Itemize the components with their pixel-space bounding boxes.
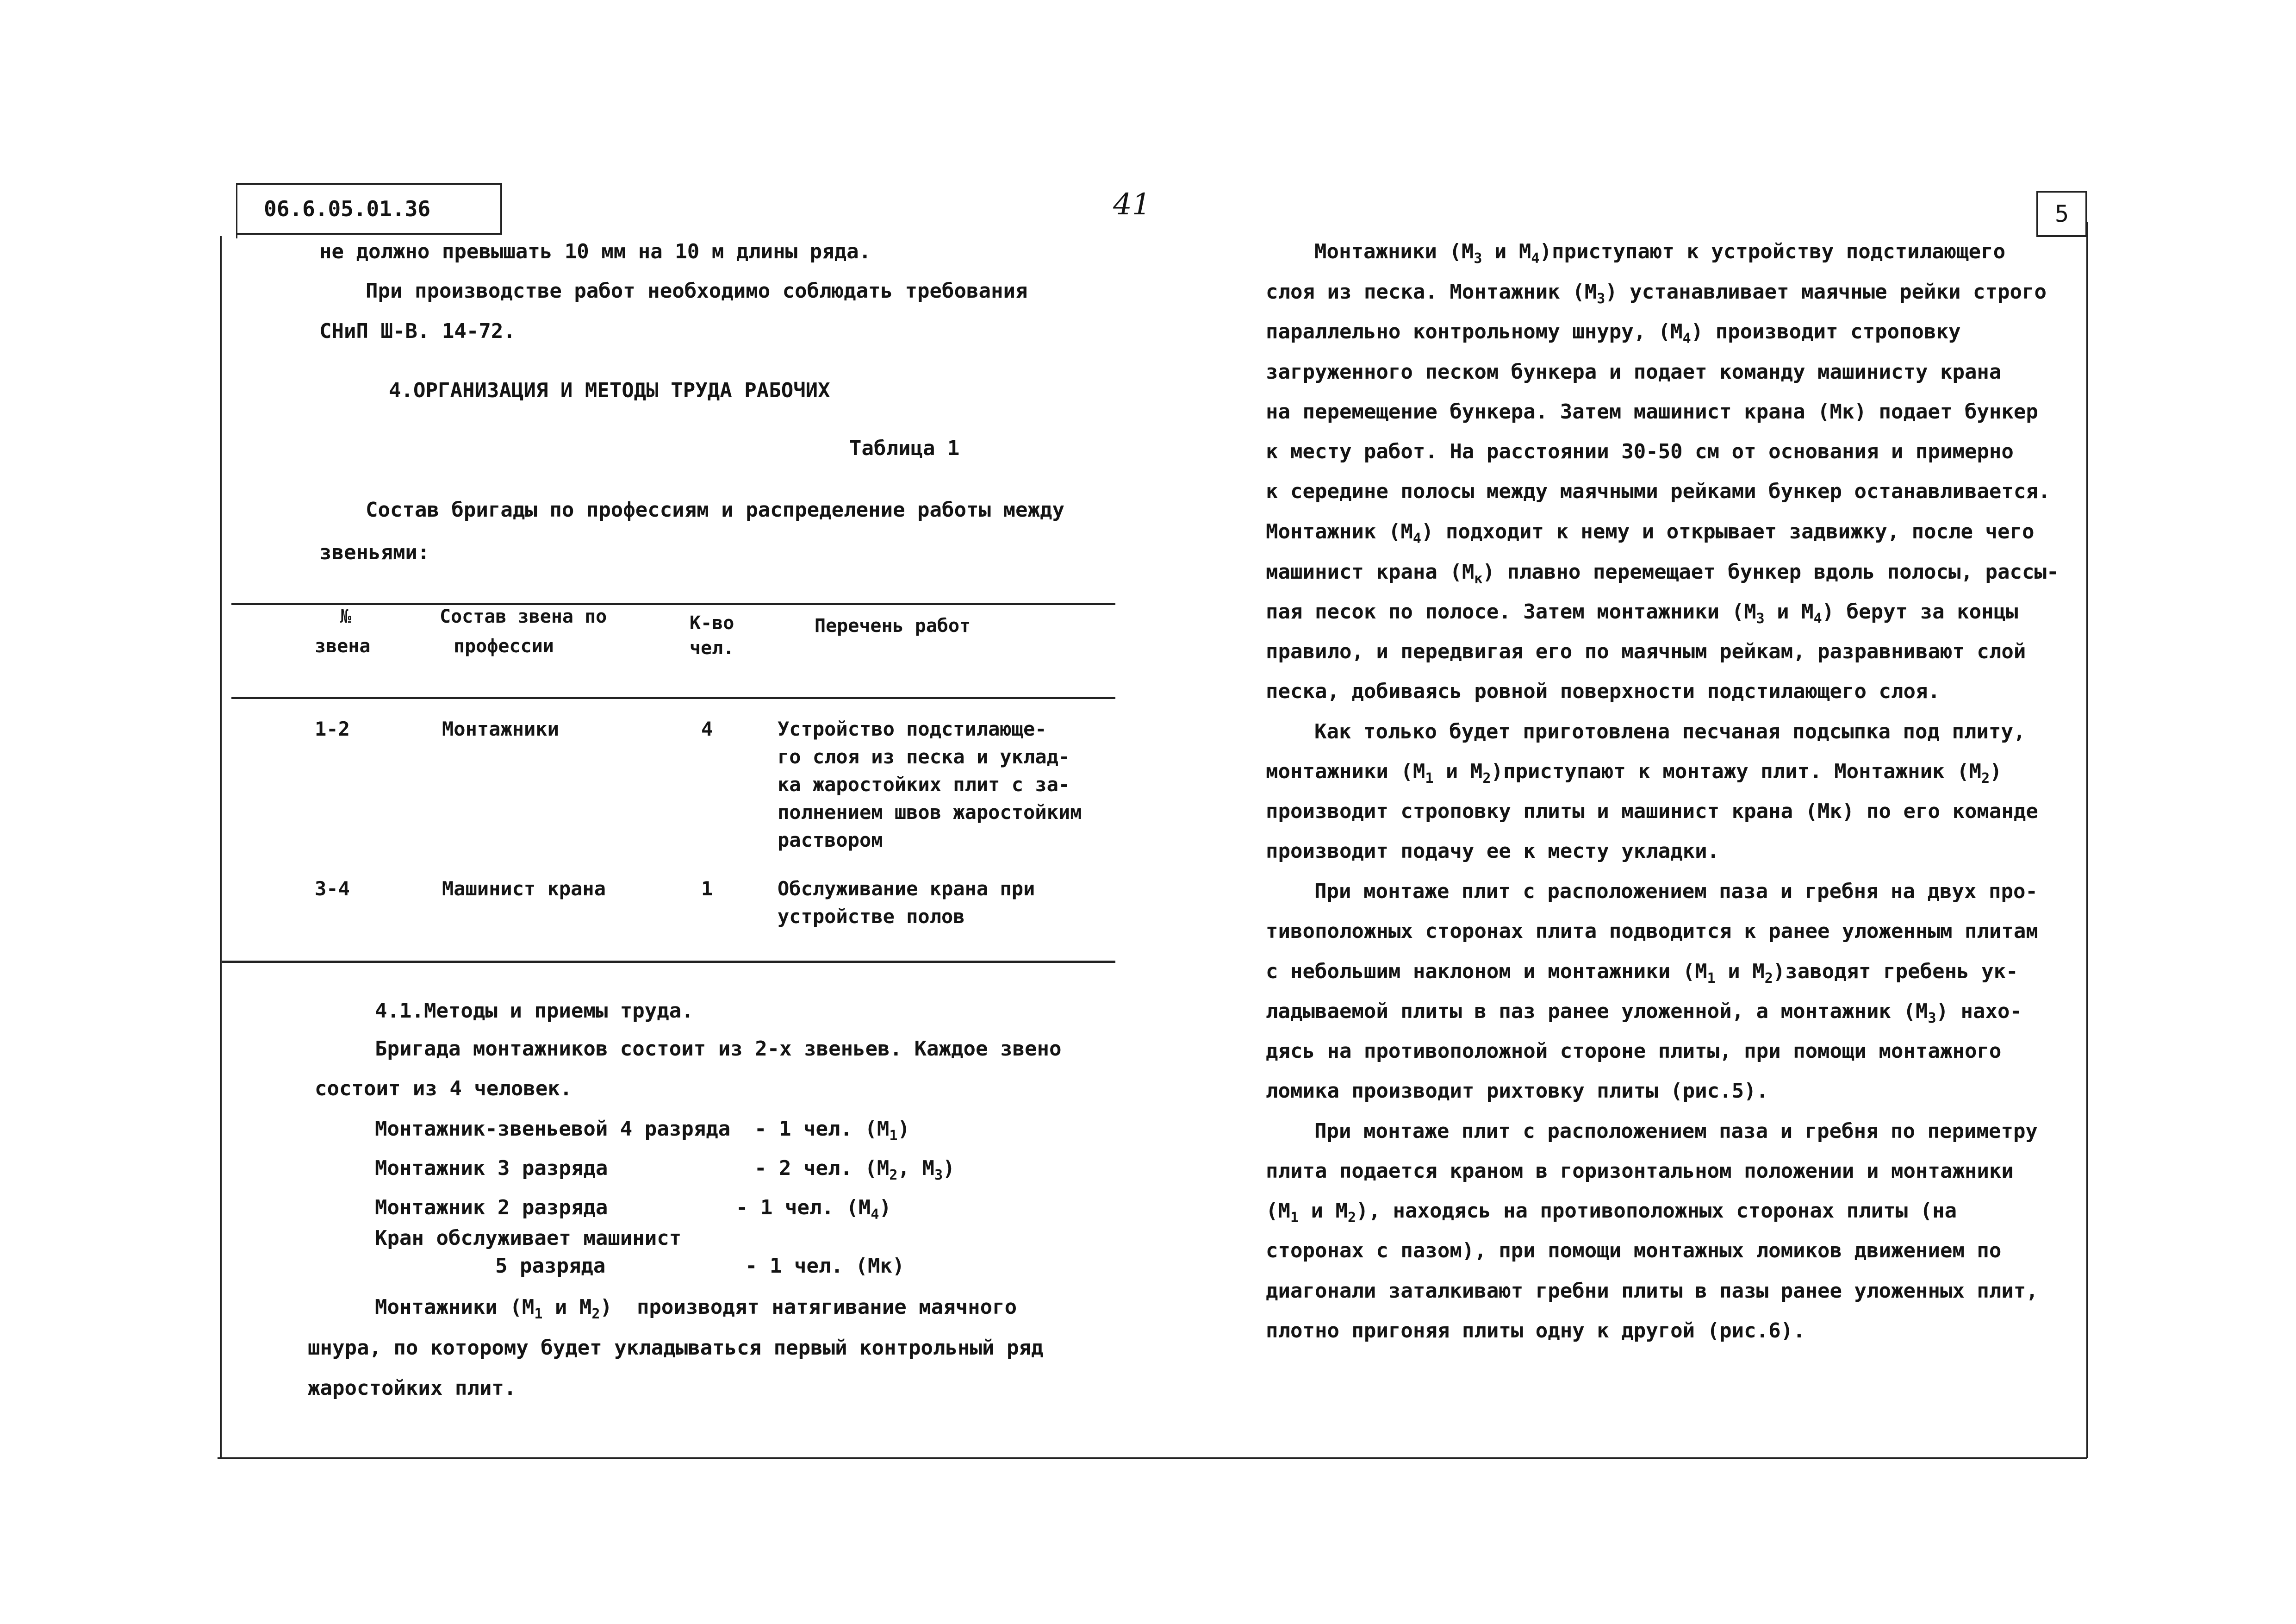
table-cell-work: ка жаростойких плит с за- [778,773,1070,796]
paragraph-line: шнура, по которому будет укладываться первый контрольный ряд [308,1336,1044,1360]
crew-count: - 2 чел. ($М_2$, $М_3$) [754,1156,955,1183]
paragraph-line: ломика производит рихтовку плиты (рис.5). [1266,1079,1769,1103]
handwritten-number: 41 [1113,187,1151,222]
table-header-work: Перечень работ [815,615,971,637]
paragraph-line: ладываемой плиты в паз ранее уложенной, а монтажник $(М_3)$ нахо- [1266,999,2022,1026]
section-heading: 4.ОРГАНИЗАЦИЯ И МЕТОДЫ ТРУДА РАБОЧИХ [389,379,830,402]
table-cell-work: устройстве полов [778,905,965,928]
paragraph-line: ($М_1$ и $М_2$), находясь на противоположных сторонах плиты (на [1266,1199,1957,1226]
paragraph-line: При производстве работ необходимо соблюдать требования [366,279,1028,303]
paragraph-line: Монтажник $(М_4)$ подходит к нему и открывает задвижку, после чего [1266,520,2035,547]
crew-role: Монтажник 3 разряда [375,1156,608,1180]
paragraph-line: песка, добиваясь ровной поверхности подстилающего слоя. [1266,680,1940,703]
paragraph-line: дясь на противоположной стороне плиты, при помощи монтажного [1266,1039,2002,1063]
paragraph-line: производит строповку плиты и машинист крана (Мк) по его команде [1266,800,2038,823]
paragraph-line: сторонах с пазом), при помощи монтажных ломиков движением по [1266,1239,2002,1262]
paragraph-line: не должно превышать 10 мм на 10 м длины ряда. [319,240,871,263]
paragraph-line: параллельно контрольному шнуру, $(М_4)$ производит строповку [1266,320,1961,347]
paragraph-line: машинист крана $(М_к)$ плавно перемещает бункер вдоль полосы, рассы- [1266,560,2059,587]
table-cell-work: полнением швов жаростойким [778,801,1082,824]
table-label: Таблица 1 [849,437,960,460]
crew-count: - 1 чел. (Мк) [745,1254,905,1278]
table-cell-work: раствором [778,829,883,851]
page-frame-right [2086,222,2088,1458]
table-cell-work: Устройство подстилающе- [778,718,1047,740]
page-frame-left [220,236,222,1458]
paragraph-line: плотно пригоняя плиты одну к другой (рис.6). [1266,1319,1805,1343]
paragraph-line: к месту работ. На расстоянии 30-50 см от основания и примерно [1266,440,2014,463]
paragraph-line: плита подается краном в горизонтальном положении и монтажники [1266,1159,2014,1183]
crew-count: - 1 чел. $(М_1)$ [754,1117,910,1144]
paragraph-line: правило, и передвигая его по маячным рейкам, разравнивают слой [1266,640,2026,663]
table-header-composition: профессии [454,636,554,657]
table-header-composition: Состав звена по [440,606,607,627]
table-cell-count: 4 [701,718,713,740]
table-header-count: К-во [690,612,734,634]
table-caption: Состав бригады по профессиям и распределение работы между [366,498,1064,522]
table-cell-no: 3-4 [315,877,350,900]
table-header-count: чел. [690,637,734,659]
table-cell-count: 1 [701,877,713,900]
page-frame-bottom [218,1457,2087,1459]
page-number: 5 [2036,191,2087,237]
paragraph-line: состоит из 4 человек. [315,1077,572,1100]
subsection-heading: 4.1.Методы и приемы труда. [375,999,694,1023]
paragraph-line: загруженного песком бункера и подает команду машинисту крана [1266,360,2002,384]
paragraph-line: тивоположных сторонах плита подводится к ранее уложенным плитам [1266,919,2038,943]
table-cell-composition: Монтажники [442,718,559,740]
paragraph-line: Монтажники ($М_1$ и $М_2$) производят натягивание маячного [375,1295,1017,1322]
table-bottom-rule [222,961,1115,963]
crew-role: Кран обслуживает машинист [375,1226,682,1250]
paragraph-line: Монтажники ($М_3$ и $М_4)приступают$ к устройству подстилающего [1314,240,2006,267]
paragraph-line: Бригада монтажников состоит из 2-х звеньев. Каждое звено [375,1037,1062,1061]
table-header-no: звена [315,636,371,657]
paragraph-line: пая песок по полосе. Затем монтажники ($М_3$ и $М_4$) берут за концы [1266,600,2018,627]
paragraph-line: При монтаже плит с расположением паза и гребня по периметру [1314,1119,2038,1143]
paragraph-line: слоя из песка. Монтажник $(М_3)$ устанавливает маячные рейки строго [1266,280,2047,307]
crew-count: - 1 чел. $(М_4)$ [736,1196,891,1223]
table-cell-composition: Машинист крана [442,877,606,900]
table-caption: звеньями: [319,541,430,564]
paragraph-line: При монтаже плит с расположением паза и гребня на двух про- [1314,880,2038,903]
paragraph-line: жаростойких плит. [308,1376,516,1400]
table-top-rule [231,603,1115,605]
paragraph-line: производит подачу ее к месту укладки. [1266,839,1720,863]
paragraph-line: монтажники ($М_1$ и $М_2)приступают$ к монтажу плит. Монтажник $(М_2)$ [1266,760,2002,787]
crew-role: 5 разряда [495,1254,606,1278]
paragraph-line: Как только будет приготовлена песчаная подсыпка под плиту, [1314,720,2026,743]
table-header-rule [231,697,1115,699]
table-cell-no: 1-2 [315,718,350,740]
paragraph-line: к середине полосы между маячными рейками бункер останавливается. [1266,480,2051,503]
paragraph-line: с небольшим наклоном и монтажники ($М_1$ и $М_2)заводят$ гребень ук- [1266,960,2018,987]
paragraph-line: диагонали заталкивают гребни плиты в пазы ранее уложенных плит, [1266,1279,2038,1303]
document-code: 06.6.05.01.36 [236,183,502,235]
paragraph-line: на перемещение бункера. Затем машинист крана (Мк) подает бункер [1266,400,2038,424]
table-cell-work: Обслуживание крана при [778,877,1035,900]
table-header-no: № [340,606,352,627]
crew-role: Монтажник 2 разряда [375,1196,608,1219]
crew-role: Монтажник-звеньевой 4 разряда [375,1117,731,1141]
paragraph-line: СНиП Ш-В. 14-72. [319,319,516,343]
table-cell-work: го слоя из песка и уклад- [778,745,1070,768]
